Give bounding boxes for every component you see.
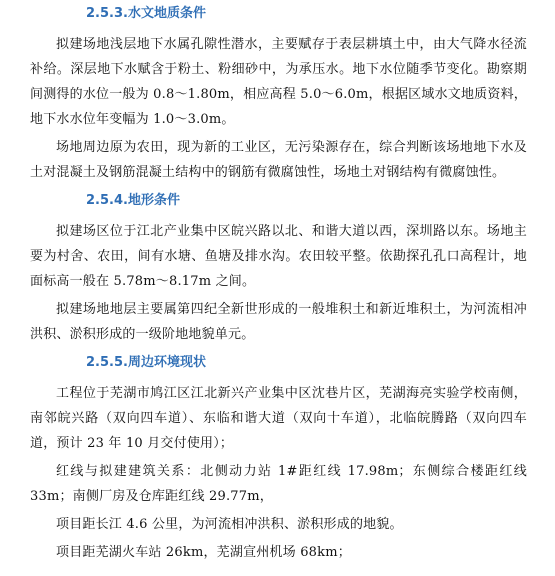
paragraph-project-location: 工程位于芜湖市鸠江区江北新兴产业集中区沈巷片区，芜湖海亮实验学校南侧，南邻皖兴路（双向四车道）、东临和谐大道（双向十车道），北临皖腾路（双向四车道，预计 23 年 10 月交付使用）； [30, 386, 527, 451]
paragraph-transport-distance: 项目距芜湖火车站 26km，芜湖宣州机场 68km； [56, 545, 351, 560]
section-heading-terrain: 2.5.4.地形条件 [86, 193, 180, 208]
paragraph-groundwater: 拟建场地浅层地下水属孔隙性潜水，主要赋存于表层耕填土中，由大气降水径流补给。深层地下水赋含于粉土、粉细砂中，为承压水。地下水位随季节变化。勘察期间测得的水位一般为 0.8～1.80m，相应高程 5.0～6.0m，根据区域水文地质资料，地下水水位年变幅为 1.0～3.0m。 [30, 37, 527, 127]
section-heading-surroundings: 2.5.5.周边环境现状 [86, 355, 206, 370]
paragraph-corrosion: 场地周边原为农田，现为新的工业区，无污染源存在，综合判断该场地地下水及土对混凝土及钢筋混凝土结构中的钢筋有微腐蚀性，场地土对钢结构有微腐蚀性。 [30, 140, 527, 180]
paragraph-yangtze-distance: 项目距长江 4.6 公里，为河流相冲洪积、淤积形成的地貌。 [56, 517, 403, 532]
paragraph-redline-relation: 红线与拟建建筑关系：北侧动力站 1#距红线 17.98m；东侧综合楼距红线 33m；南侧厂房及仓库距红线 29.77m， [30, 464, 527, 504]
paragraph-site-location: 拟建场区位于江北产业集中区皖兴路以北、和谐大道以西，深圳路以东。场地主要为村舍、农田，间有水塘、鱼塘及排水沟。农田较平整。依勘探孔孔口高程计，地面标高一般在 5.78m～8.17m 之间。 [30, 224, 527, 289]
section-heading-hydrogeology: 2.5.3.水文地质条件 [86, 6, 206, 21]
paragraph-strata: 拟建场地地层主要属第四纪全新世形成的一般堆积土和新近堆积土，为河流相冲洪积、淤积形成的一级阶地地貌单元。 [30, 302, 527, 342]
